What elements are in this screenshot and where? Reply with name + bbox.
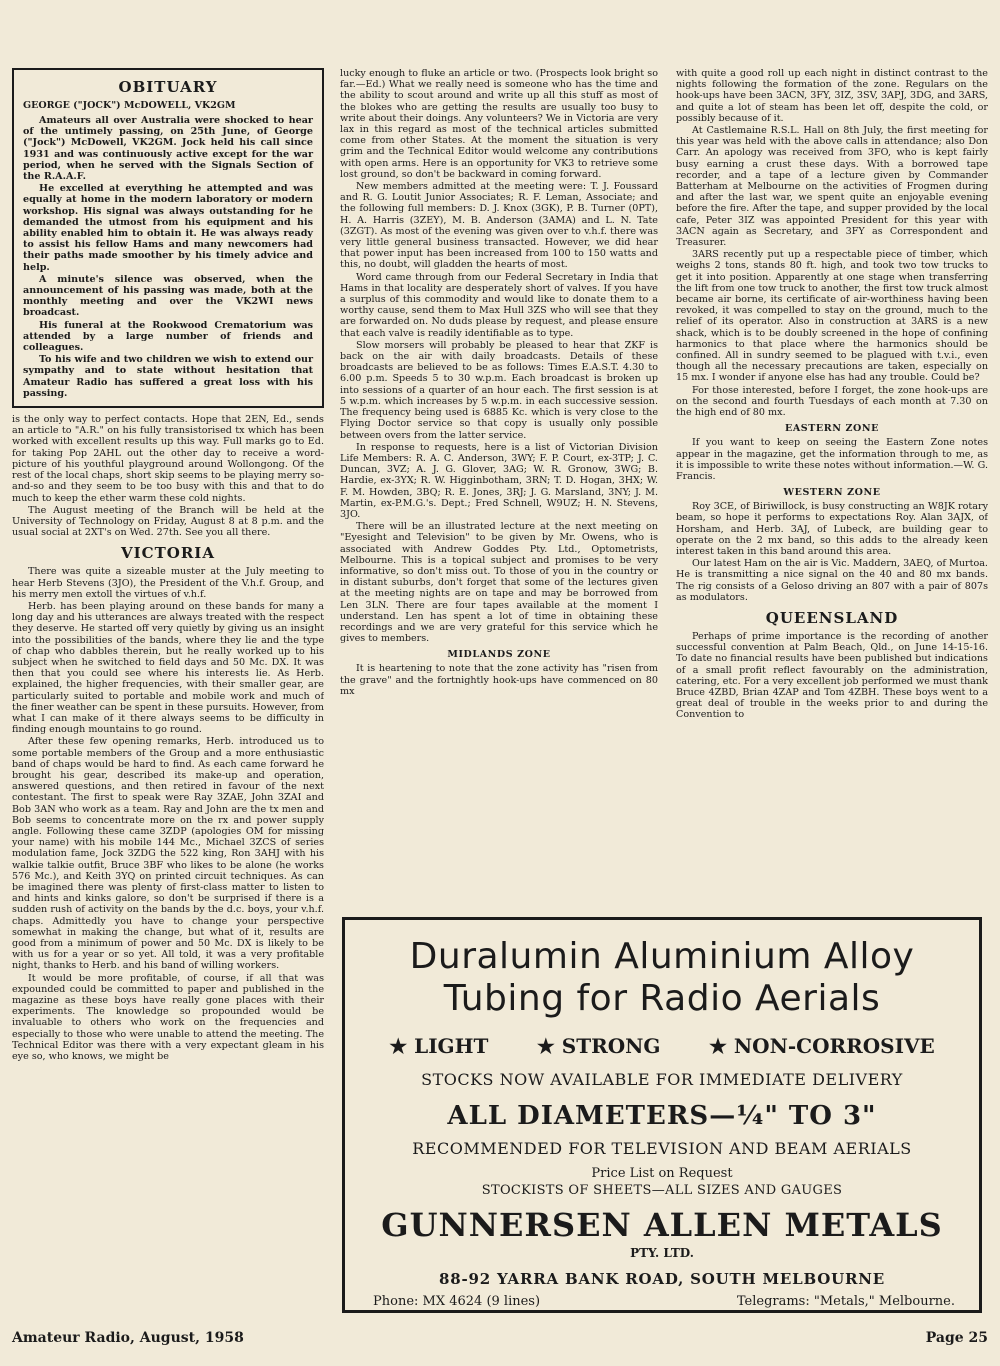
article-paragraph: There was quite a sizeable muster at the July meeting to hear Herb Stevens (3JO), the President of the V.h.f. Group, and his merry men extoll the virtues of v.h.f. xyxy=(12,566,324,600)
ad-price-list: Price List on Request xyxy=(591,1166,733,1181)
article-paragraph: Perhaps of prime importance is the recording of another successful convention at Palm Beach, Qld., on June 14-15-16. To date no financial results have been published but indications of a small profit reflect favourably on the administration, catering, etc. For a very excellent job performed we must thank Bruce 4ZBD, Brian 4ZAP and Tom 4ZBH. These boys went to a great deal of trouble in the weeks prior to and during the Convention to xyxy=(676,630,988,721)
ad-company-name: GUNNERSEN ALLEN METALS xyxy=(381,1206,943,1244)
ad-headline-2: Tubing for Radio Aerials xyxy=(443,978,881,1019)
ad-features xyxy=(365,1034,959,1058)
section-heading-victoria: VICTORIA xyxy=(121,544,215,563)
obituary-paragraph: He excelled at everything he attempted and was equally at home in the modern laboratory or modern workshop. His signal was always outstanding for he demanded the utmost from his equipment and his ability enabled him to obtain it. He was always ready to assist his fellow Hams and many newcomers had their paths made smoother by his timely advice and help. xyxy=(23,183,313,273)
obituary-paragraph: A minute's silence was observed, when the announcement of his passing was made, both at the monthly meeting and over the VK2WI news broadcast. xyxy=(23,273,313,319)
article-paragraph: For those interested, before I forget, the zone hook-ups are on the second and fourth Tuesdays of each month at 7.30 on the high end of 80 mx. xyxy=(676,384,988,419)
footer-publication: Amateur Radio, August, 1958 xyxy=(12,1330,244,1346)
ad-feature-non-corrosive: ★ NON-CORROSIVE xyxy=(709,1034,935,1058)
section-heading-queensland: QUEENSLAND xyxy=(765,608,899,627)
advertisement-box xyxy=(342,917,982,1313)
ad-diameters: ALL DIAMETERS—¼" TO 3" xyxy=(447,1101,877,1131)
footer-page-number: Page 25 xyxy=(925,1330,988,1346)
ad-telegrams: Telegrams: "Metals," Melbourne. xyxy=(736,1294,955,1309)
ad-phone: Phone: MX 4624 (9 lines) xyxy=(373,1294,541,1309)
ad-feature-strong: ★ STRONG xyxy=(536,1034,661,1058)
ad-company-pty: PTY. LTD. xyxy=(630,1246,694,1260)
ad-headline-1: Duralumin Aluminium Alloy xyxy=(409,936,915,977)
column-2 xyxy=(340,68,658,908)
article-paragraph: There will be an illustrated lecture at the next meeting on "Eyesight and Television" to be given by Mr. Owens, who is associated with Andrew Goddes Pty. Ltd., Optometrists, Melbourne. This is a topical subject and promises to be very informative, so don't miss out. To those of you in the country or in distant suburbs, don't forget that some of the lectures given at the meeting nights are on tape and may be borrowed from Len 3LN. There are four tapes available at the moment I understand. Len has spent a lot of time in obtaining these recordings and we are very grateful for this service which he gives to members. xyxy=(340,521,658,645)
article-paragraph: At Castlemaine R.S.L. Hall on 8th July, the first meeting for this year was held with the above calls in attendance; also Don Carr. An apology was received from 3FO, who is kept fairly busy earning a crust these days. With a borrowed tape recorder, and a tape of a lecture given by Commander Batterham at Melbourne on the activities of Frogmen during and after the last war, we spent quite an enjoyable evening before the fire. After the tape, and supper provided by the local cafe, Peter 3IZ was appointed President for this year with 3ACN again as Secretary, and 3FY as Correspondent and Treasurer. xyxy=(676,125,988,249)
article-paragraph: It would be more profitable, of course, if all that was expounded could be committed to paper and published in the magazine as these boys have really gone places with their experiments. The knowledge so propounded would be invaluable to others who work on the frequencies and especially to those who were unable to attend the meeting. The Technical Editor was there with a very expectant gleam in his eye so, who knows, we might be xyxy=(12,972,324,1063)
obituary-name: GEORGE ("JOCK") McDOWELL, VK2GM xyxy=(23,100,236,111)
section-heading-eastern: EASTERN ZONE xyxy=(784,423,879,435)
obituary-box xyxy=(12,68,324,408)
article-paragraph: It is heartening to note that the zone activity has "risen from the grave" and the fortnightly hook-ups have commenced on 80 mx xyxy=(340,663,658,697)
ad-address: 88-92 YARRA BANK ROAD, SOUTH MELBOURNE xyxy=(439,1270,885,1288)
ad-feature-light: ★ LIGHT xyxy=(389,1034,489,1058)
column-1 xyxy=(12,68,324,1308)
article-paragraph: lucky enough to fluke an article or two. (Prospects look bright so far.—Ed.) What we really need is someone who has the time and the ability to scout around and write up all this stuff as most of the blokes who are getting the results are usually too busy to write about their doings. Any volunteers? We in Victoria are very lax in this regard as most of the technical articles submitted come from other States. At the moment the situation is very grim and the Technical Editor would welcome any contributions with open arms. Here is an opportunity for VK3 to retrieve some lost ground, so don't be backward in coming forward. xyxy=(340,68,658,180)
article-paragraph: Roy 3CE, of Biriwillock, is busy constructing an W8JK rotary beam, so hope it performs to expectations Roy. Alan 3AJX, of Horsham, and Herb. 3AJ, of Lubeck, are building gear to operate on the 2 mx band, so this adds to the already keen interest taken in this band around this area. xyxy=(676,501,988,557)
obituary-paragraph: To his wife and two children we wish to extend our sympathy and to state without hesitation that Amateur Radio has suffered a great loss with his passing. xyxy=(23,354,313,399)
article-paragraph: New members admitted at the meeting were: T. J. Foussard and R. G. Loutit Junior Associates; R. F. Leman, Associate; and the following full members: D. J. Knox (3GK), P. B. Turner (0PT), H. A. Harris (3ZEY), M. B. Anderson (3AMA) and L. N. Tate (3ZGT). As most of the evening was given over to v.h.f. there was very little general business transacted. However, we did hear that power input has been increased from 100 to 150 watts and this, no doubt, will gladden the hearts of most. xyxy=(340,181,658,271)
obituary-heading: OBITUARY xyxy=(118,78,218,96)
article-paragraph: Our latest Ham on the air is Vic. Maddern, 3AEQ, of Murtoa. He is transmitting a nice signal on the 40 and 80 mx bands. The rig consists of a Geloso driving an 807 with a pair of 807s as modulators. xyxy=(676,558,988,603)
ad-recommended: RECOMMENDED FOR TELEVISION AND BEAM AERIALS xyxy=(412,1139,912,1158)
section-heading-western: WESTERN ZONE xyxy=(783,487,881,499)
article-paragraph: Slow morsers will probably be pleased to hear that ZKF is back on the air with daily broadcasts. Details of these broadcasts are believed to be as follows: Times E.A.S.T. 4.30 to 6.00 p.m. Speeds 5 to 30 w.p.m. Each broadcast is broken up into sessions of a quarter of an hour each. The first session is at 5 w.p.m. which increases by 5 w.p.m. in each successive session. The frequency being used is 6885 Kc. which is very close to the Flying Doctor service so that copy is usually only possible between overs from the latter service. xyxy=(340,339,658,441)
article-paragraph: Herb. has been playing around on these bands for many a long day and his utterances are always treated with the respect they deserve. He started off very quietly by giving us an insight into the possibilities of the bands, where they lie and the type of chap who dabbles therein, but he really worked up to his subject when he switched to field days and 50 Mc. DX. It was then that you could see where his interests lie. As Herb. explained, the higher frequencies, with their smaller gear, are particularly suited to portable and mobile work and much of the finer weather can be spent in these pursuits. However, from what I can make of it there always seems to be difficulty in finding enough mountains to go round. xyxy=(12,600,324,736)
obituary-paragraph: His funeral at the Rookwood Crematorium was attended by a large number of friends and colleagues. xyxy=(23,319,313,354)
article-paragraph: 3ARS recently put up a respectable piece of timber, which weighs 2 tons, stands 80 ft. high, and took two tow trucks to get it into position. Apparently at one stage when transferring the lift from one tow truck to another, the first tow truck almost became air borne, its certificate of air-worthiness having been revoked, it was compelled to stay on the ground, much to the relief of its operator. Also in construction at 3ARS is a new shack, which is to be doubly screened in the hope of confining harmonics to that place where the harmonics should be confined. All in sundry seemed to be plagued with t.v.i., even though all the necessary precautions are taken, especially on 15 mx. I wonder if anyone else has had any trouble. Could be? xyxy=(676,249,988,384)
article-paragraph: Word came through from our Federal Secretary in India that Hams in that locality are desperately short of valves. If you have a surplus of this commodity and would like to donate them to a worthy cause, send them to Max Hull 3ZS who will see that they are forwarded on. No duds please by request, and please ensure that each valve is readily identifiable as to type. xyxy=(340,271,658,339)
ad-stocks-line: STOCKS NOW AVAILABLE FOR IMMEDIATE DELIVERY xyxy=(421,1070,903,1089)
obituary-paragraph: Amateurs all over Australia were shocked to hear of the untimely passing, on 25th June, of George ("Jock") McDowell, VK2GM. Jock held his call since 1931 and was continuously active except for the war period, when he served with the Signals Section of the R.A.A.F. xyxy=(23,115,313,183)
article-paragraph: The August meeting of the Branch will be held at the University of Technology on Friday, August 8 at 8 p.m. and the usual social at 2XT's on Wed. 27th. See you all there. xyxy=(12,504,324,539)
article-paragraph: with quite a good roll up each night in distinct contrast to the nights following the formation of the zone. Regulars on the hook-ups have been 3ACN, 3FY, 3IZ, 3SV, 3APJ, 3DG, and 3ARS, and quite a lot of steam has been let off, despite the cold, or possibly because of it. xyxy=(676,68,988,124)
article-paragraph: is the only way to perfect contacts. Hope that 2EN, Ed., sends an article to "A.R." on his fully transistorised tx which has been worked with excellent results up this way. Full marks go to Ed. for taking Pop 2AHL out the other day to receive a word-picture of his youthful playground around Wollongong. Of the rest of the local chaps, short skip seems to be playing merry so-and-so and they seem to be too busy with this and that to do much to keep the ether warm these cold nights. xyxy=(12,414,324,504)
article-paragraph: In response to requests, here is a list of Victorian Division Life Members: R. A. C. Anderson, 3WY; F. P. Court, ex-3TP; J. C. Duncan, 3VZ; A. J. G. Glover, 3AG; W. R. Gronow, 3WG; B. Hardie, ex-3YX; R. W. Higginbotham, 3RN; T. D. Hogan, 3HX; W. F. M. Howden, 3BQ; R. E. Jones, 3RJ; J. G. Marsland, 3NY; J. M. Martin, ex-P.M.G.'s. Dept.; Fred Schnell, W9UZ; H. N. Stevens, 3JO. xyxy=(340,441,658,520)
section-heading-midlands: MIDLANDS ZONE xyxy=(447,649,551,661)
ad-contact xyxy=(373,1294,955,1309)
ad-stockists: STOCKISTS OF SHEETS—ALL SIZES AND GAUGES xyxy=(481,1183,843,1198)
article-paragraph: If you want to keep on seeing the Eastern Zone notes appear in the magazine, get the information through to me, as it is impossible to write these notes without information.—W. G. Francis. xyxy=(676,437,988,482)
column-3 xyxy=(676,68,988,908)
page-footer xyxy=(12,1330,988,1350)
article-paragraph: After these few opening remarks, Herb. introduced us to some portable members of the Group and a more enthusiastic band of chaps would be hard to find. As each came forward he brought his gear, described its make-up and operation, answered questions, and then retired in favour of the next contestant. The first to speak were Ray 3ZAE, John 3ZAI and Bob 3AN who work as a team. Ray and John are the tx men and Bob seems to concentrate more on the rx and power supply angle. Following these came 3ZDP (apologies OM for missing your name) with his mobile 144 Mc., Michael 3ZCS of series modulation fame, Jock 3ZDG the 522 king, Ron 3AHJ with his walkie talkie outfit, Bruce 3BF who likes to be alone (he works 576 Mc.), and Keith 3YQ on printed circuit techniques. As can be imagined there was plenty of first-class matter to listen to and hints and kinks galore, so don't be surprised if there is a sudden rush of activity on the bands by the d.c. boys, your v.h.f. chaps. Admittedly you have to change your perspective somewhat in making the change, but what of it, results are good from a minimum of power and 50 Mc. DX is likely to be with us for a year or so yet. All told, it was a very profitable night, thanks to Herb. and his band of willing workers. xyxy=(12,736,324,972)
